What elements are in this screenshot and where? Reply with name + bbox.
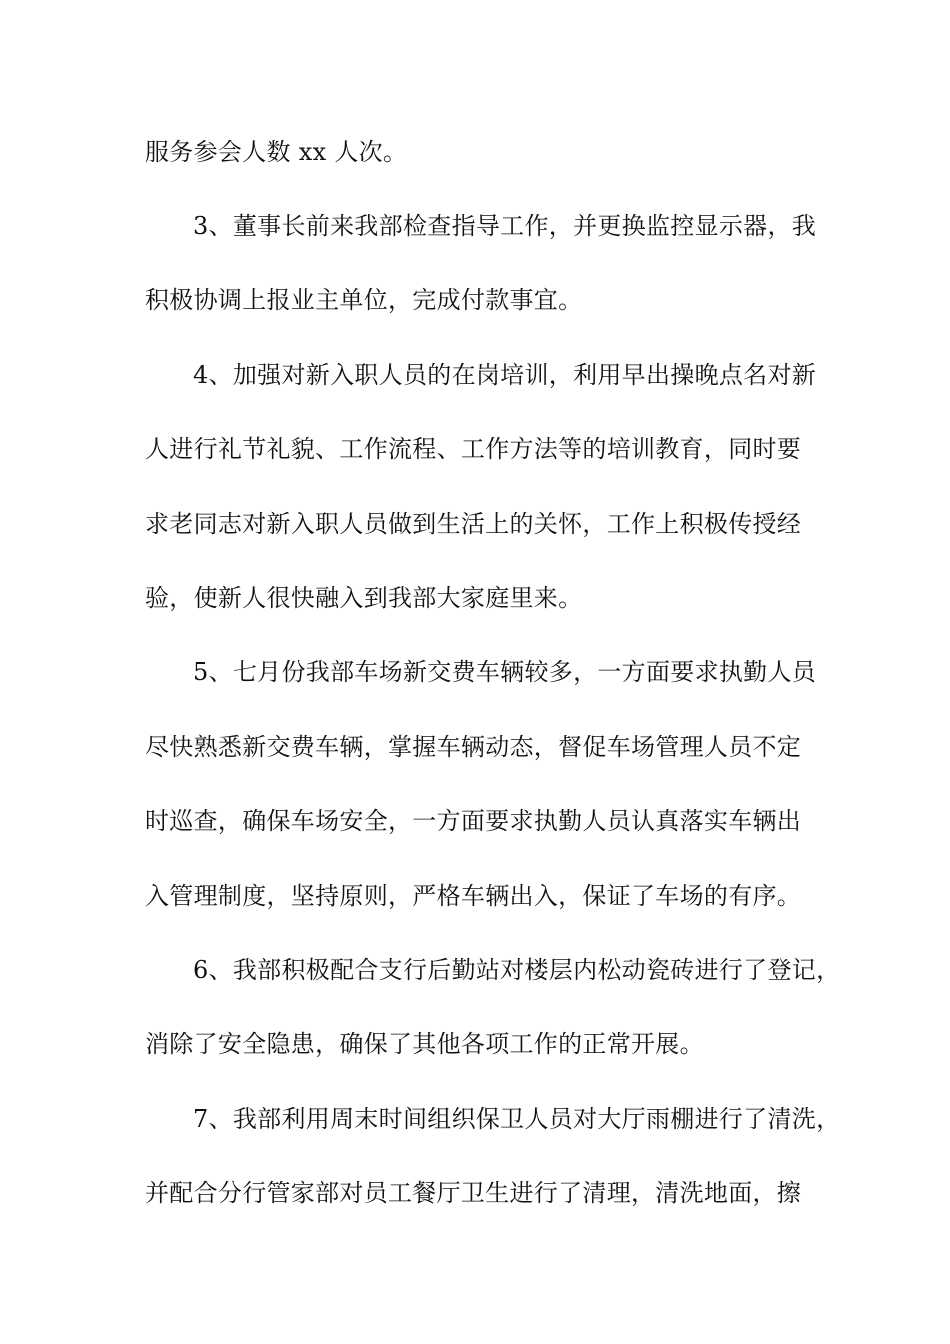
paragraph-7-line-1: 7、我部利用周末时间组织保卫人员对大厅雨棚进行了清洗， [193,1105,841,1133]
text-line: 积极协调上报业主单位，完成付款事宜。 [145,286,583,314]
text-line: 时巡查，确保车场安全，一方面要求执勤人员认真落实车辆出 [145,807,802,835]
paragraph-5-line-1: 5、七月份我部车场新交费车辆较多，一方面要求执勤人员 [193,658,817,686]
text-line: 并配合分行管家部对员工餐厅卫生进行了清理，清洗地面，擦 [145,1179,802,1207]
text-line: 尽快熟悉新交费车辆，掌握车辆动态，督促车场管理人员不定 [145,733,802,761]
text-line: 求老同志对新入职人员做到生活上的关怀，工作上积极传授经 [145,510,802,538]
text-line: 消除了安全隐患，确保了其他各项工作的正常开展。 [145,1030,704,1058]
text-line: 验，使新人很快融入到我部大家庭里来。 [145,584,583,612]
text-line: 入管理制度，坚持原则，严格车辆出入，保证了车场的有序。 [145,882,802,910]
paragraph-4-line-1: 4、加强对新入职人员的在岗培训，利用早出操晚点名对新 [193,361,817,389]
paragraph-3-line-1: 3、董事长前来我部检查指导工作，并更换监控显示器，我 [193,212,817,240]
text-line: 服务参会人数 xx 人次。 [145,138,408,166]
text-line: 人进行礼节礼貌、工作流程、工作方法等的培训教育，同时要 [145,435,802,463]
paragraph-6-line-1: 6、我部积极配合支行后勤站对楼层内松动瓷砖进行了登记， [193,956,841,984]
